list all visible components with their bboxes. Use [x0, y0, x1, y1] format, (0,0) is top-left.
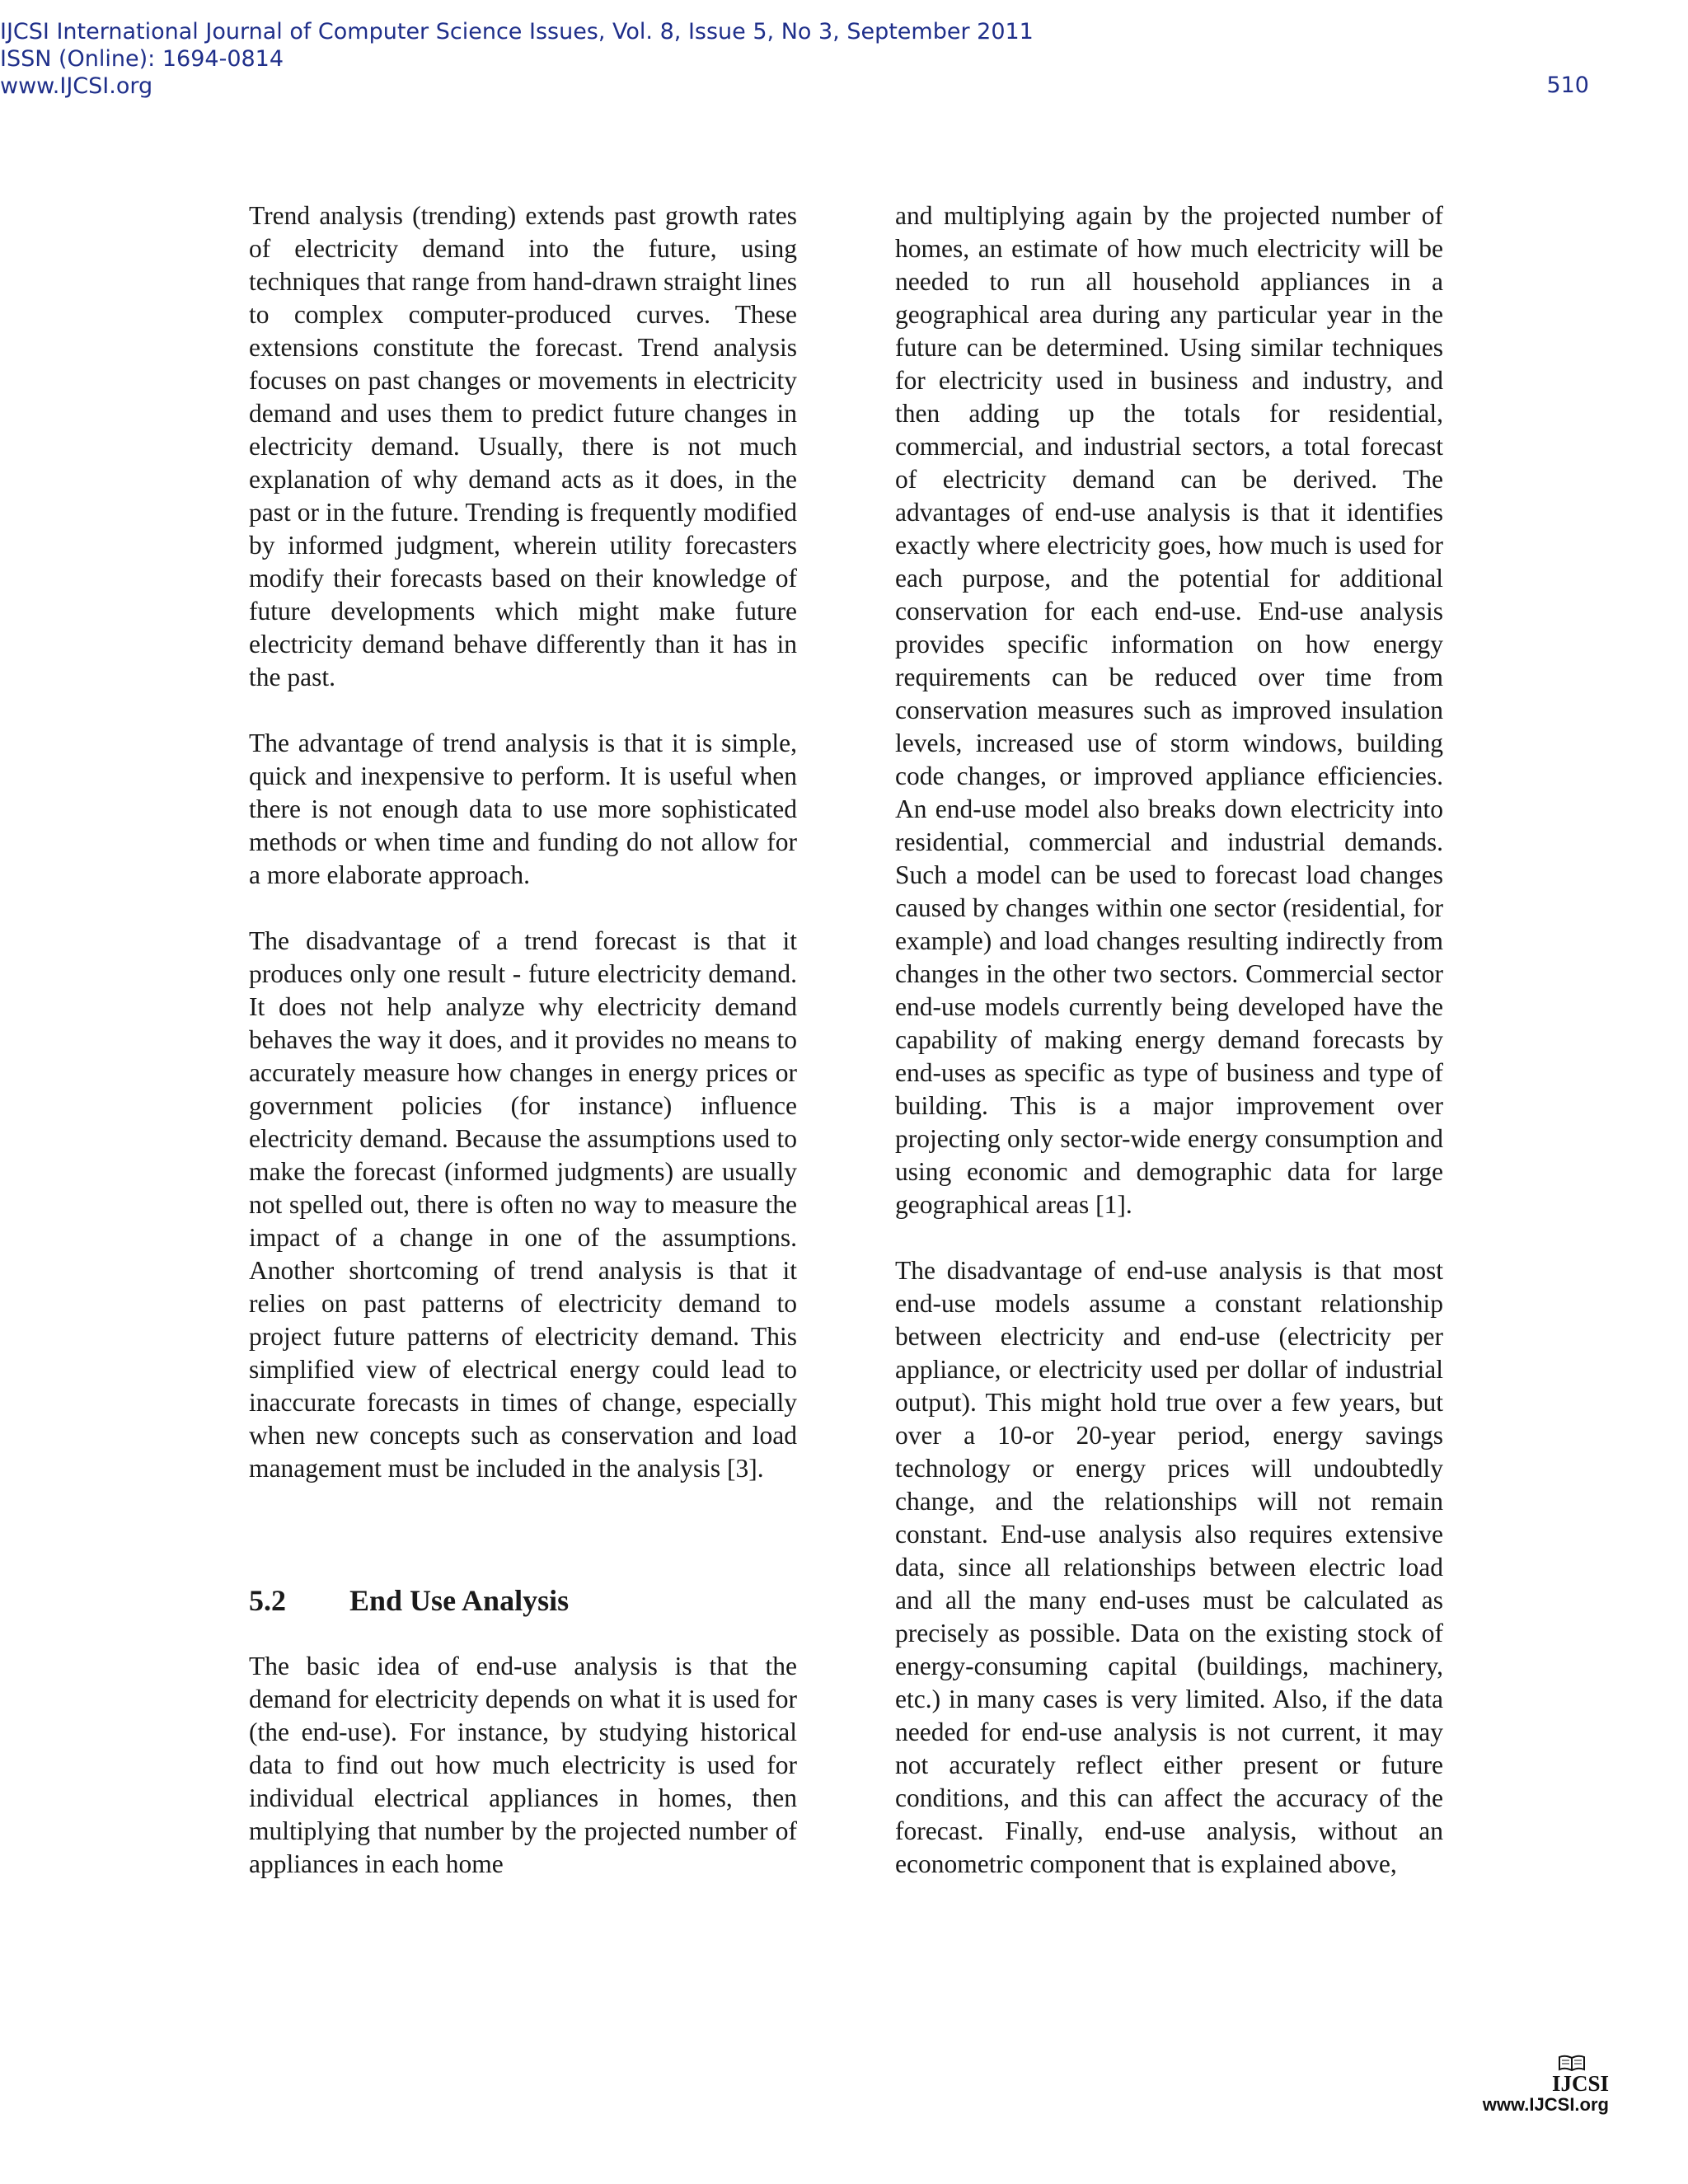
paragraph-end-use-disadvantage: The disadvantage of end-use analysis is that most end-use models assume a constant relationship between electricity and end-use (electricity per appliance, or electricity used per dollar of industrial output). This might hold true over a few years, but over a 10-or 20-year period, energy savings technology or energy prices will undoubtedly change, and the relationships will not remain constant. End-use analysis also requires extensive data, since all relationships between electric load and all the many end-uses must be calculated as precisely as possible. Data on the existing stock of energy-consuming capital (buildings, machinery, etc.) in many cases is very limited. Also, if the data needed for end-use analysis is not current, it may not accurately reflect either present or future conditions, and this can affect the accuracy of the forecast. Finally, end-use analysis, without an econometric component that is explained above,: [895, 1256, 1443, 1878]
paragraph-trend-analysis: Trend analysis (trending) extends past growth rates of electricity demand into the future, using techniques that range from hand-drawn straight lines to complex computer-produced curves. These extensions constitute the forecast. Trend analysis focuses on past changes or movements in electricity demand and uses them to predict future changes in electricity demand. Usually, there is not much explanation of why demand acts as it does, in the past or in the future. Trending is frequently modified by informed judgment, wherein utility forecasters modify their forecasts based on their knowledge of future developments which might make future electricity demand behave differently than it has in the past.: [249, 201, 797, 691]
left-column: [249, 199, 797, 1881]
journal-issn: ISSN (Online): 1694-0814: [0, 46, 284, 72]
paragraph-end-use-intro: The basic idea of end-use analysis is that the demand for electricity depends on what it is used for (the end-use). For instance, by studying historical data to find out how much electricity is used for individual electrical appliances in homes, then multiplying that number by the projected number of appliances in each home: [249, 1652, 797, 1878]
journal-website[interactable]: www.IJCSI.org: [0, 73, 153, 99]
paragraph-end-use-continued: and multiplying again by the projected number of homes, an estimate of how much electricity will be needed to run all household appliances in a geographical area during any particular year in the future can be determined. Using similar techniques for electricity used in business and industry, and then adding up the totals for residential, commercial, and industrial sectors, a total forecast of electricity demand can be derived. The advantages of end-use analysis is that it identifies exactly where electricity goes, how much is used for each purpose, and the potential for additional conservation for each end-use. End-use analysis provides specific information on how energy requirements can be reduced over time from conservation measures such as improved insulation levels, increased use of storm windows, building code changes, or improved appliance efficiencies. An end-use model also breaks down electricity into residential, commercial and industrial demands. Such a model can be used to forecast load changes caused by changes within one sector (residential, for example) and load changes resulting indirectly from changes in the other two sectors. Commercial sector end-use models currently being developed have the capability of making energy demand forecasts by end-uses as specific as type of business and type of building. This is a major improvement over projecting only sector-wide energy consumption and using economic and demographic data for large geographical areas [1].: [895, 201, 1443, 1219]
page-number: 510: [1546, 73, 1589, 98]
logo-name: IJCSI: [1551, 2071, 1609, 2096]
right-column: [895, 199, 1443, 1881]
section-title: End Use Analysis: [349, 1584, 570, 1617]
section-heading: [249, 1584, 797, 1617]
section-number: 5.2: [249, 1584, 286, 1617]
ijcsi-logo: [1461, 2054, 1609, 2115]
open-book-icon: [1558, 2054, 1586, 2072]
paragraph-trend-disadvantage: The disadvantage of a trend forecast is that it produces only one result - future electricity demand. It does not help analyze why electricity demand behaves the way it does, and it provides no means to accurately measure how changes in energy prices or government policies (for instance) influence electricity demand. Because the assumptions used to make the forecast (informed judgments) are usually not spelled out, there is often no way to measure the impact of a change in one of the assumptions. Another shortcoming of trend analysis is that it relies on past patterns of electricity demand to project future patterns of electricity demand. This simplified view of electrical energy could lead to inaccurate forecasts in times of change, especially when new concepts such as conservation and load management must be included in the analysis [3].: [249, 926, 797, 1483]
paragraph-trend-advantage: The advantage of trend analysis is that it is simple, quick and inexpensive to perform. It is useful when there is not enough data to use more sophisticated methods or when time and funding do not allow for a more elaborate approach.: [249, 729, 797, 889]
journal-title: IJCSI International Journal of Computer Science Issues, Vol. 8, Issue 5, No 3, September 2011: [0, 19, 1034, 45]
journal-header: [0, 18, 1034, 100]
logo-url[interactable]: www.IJCSI.org: [1482, 2094, 1609, 2115]
